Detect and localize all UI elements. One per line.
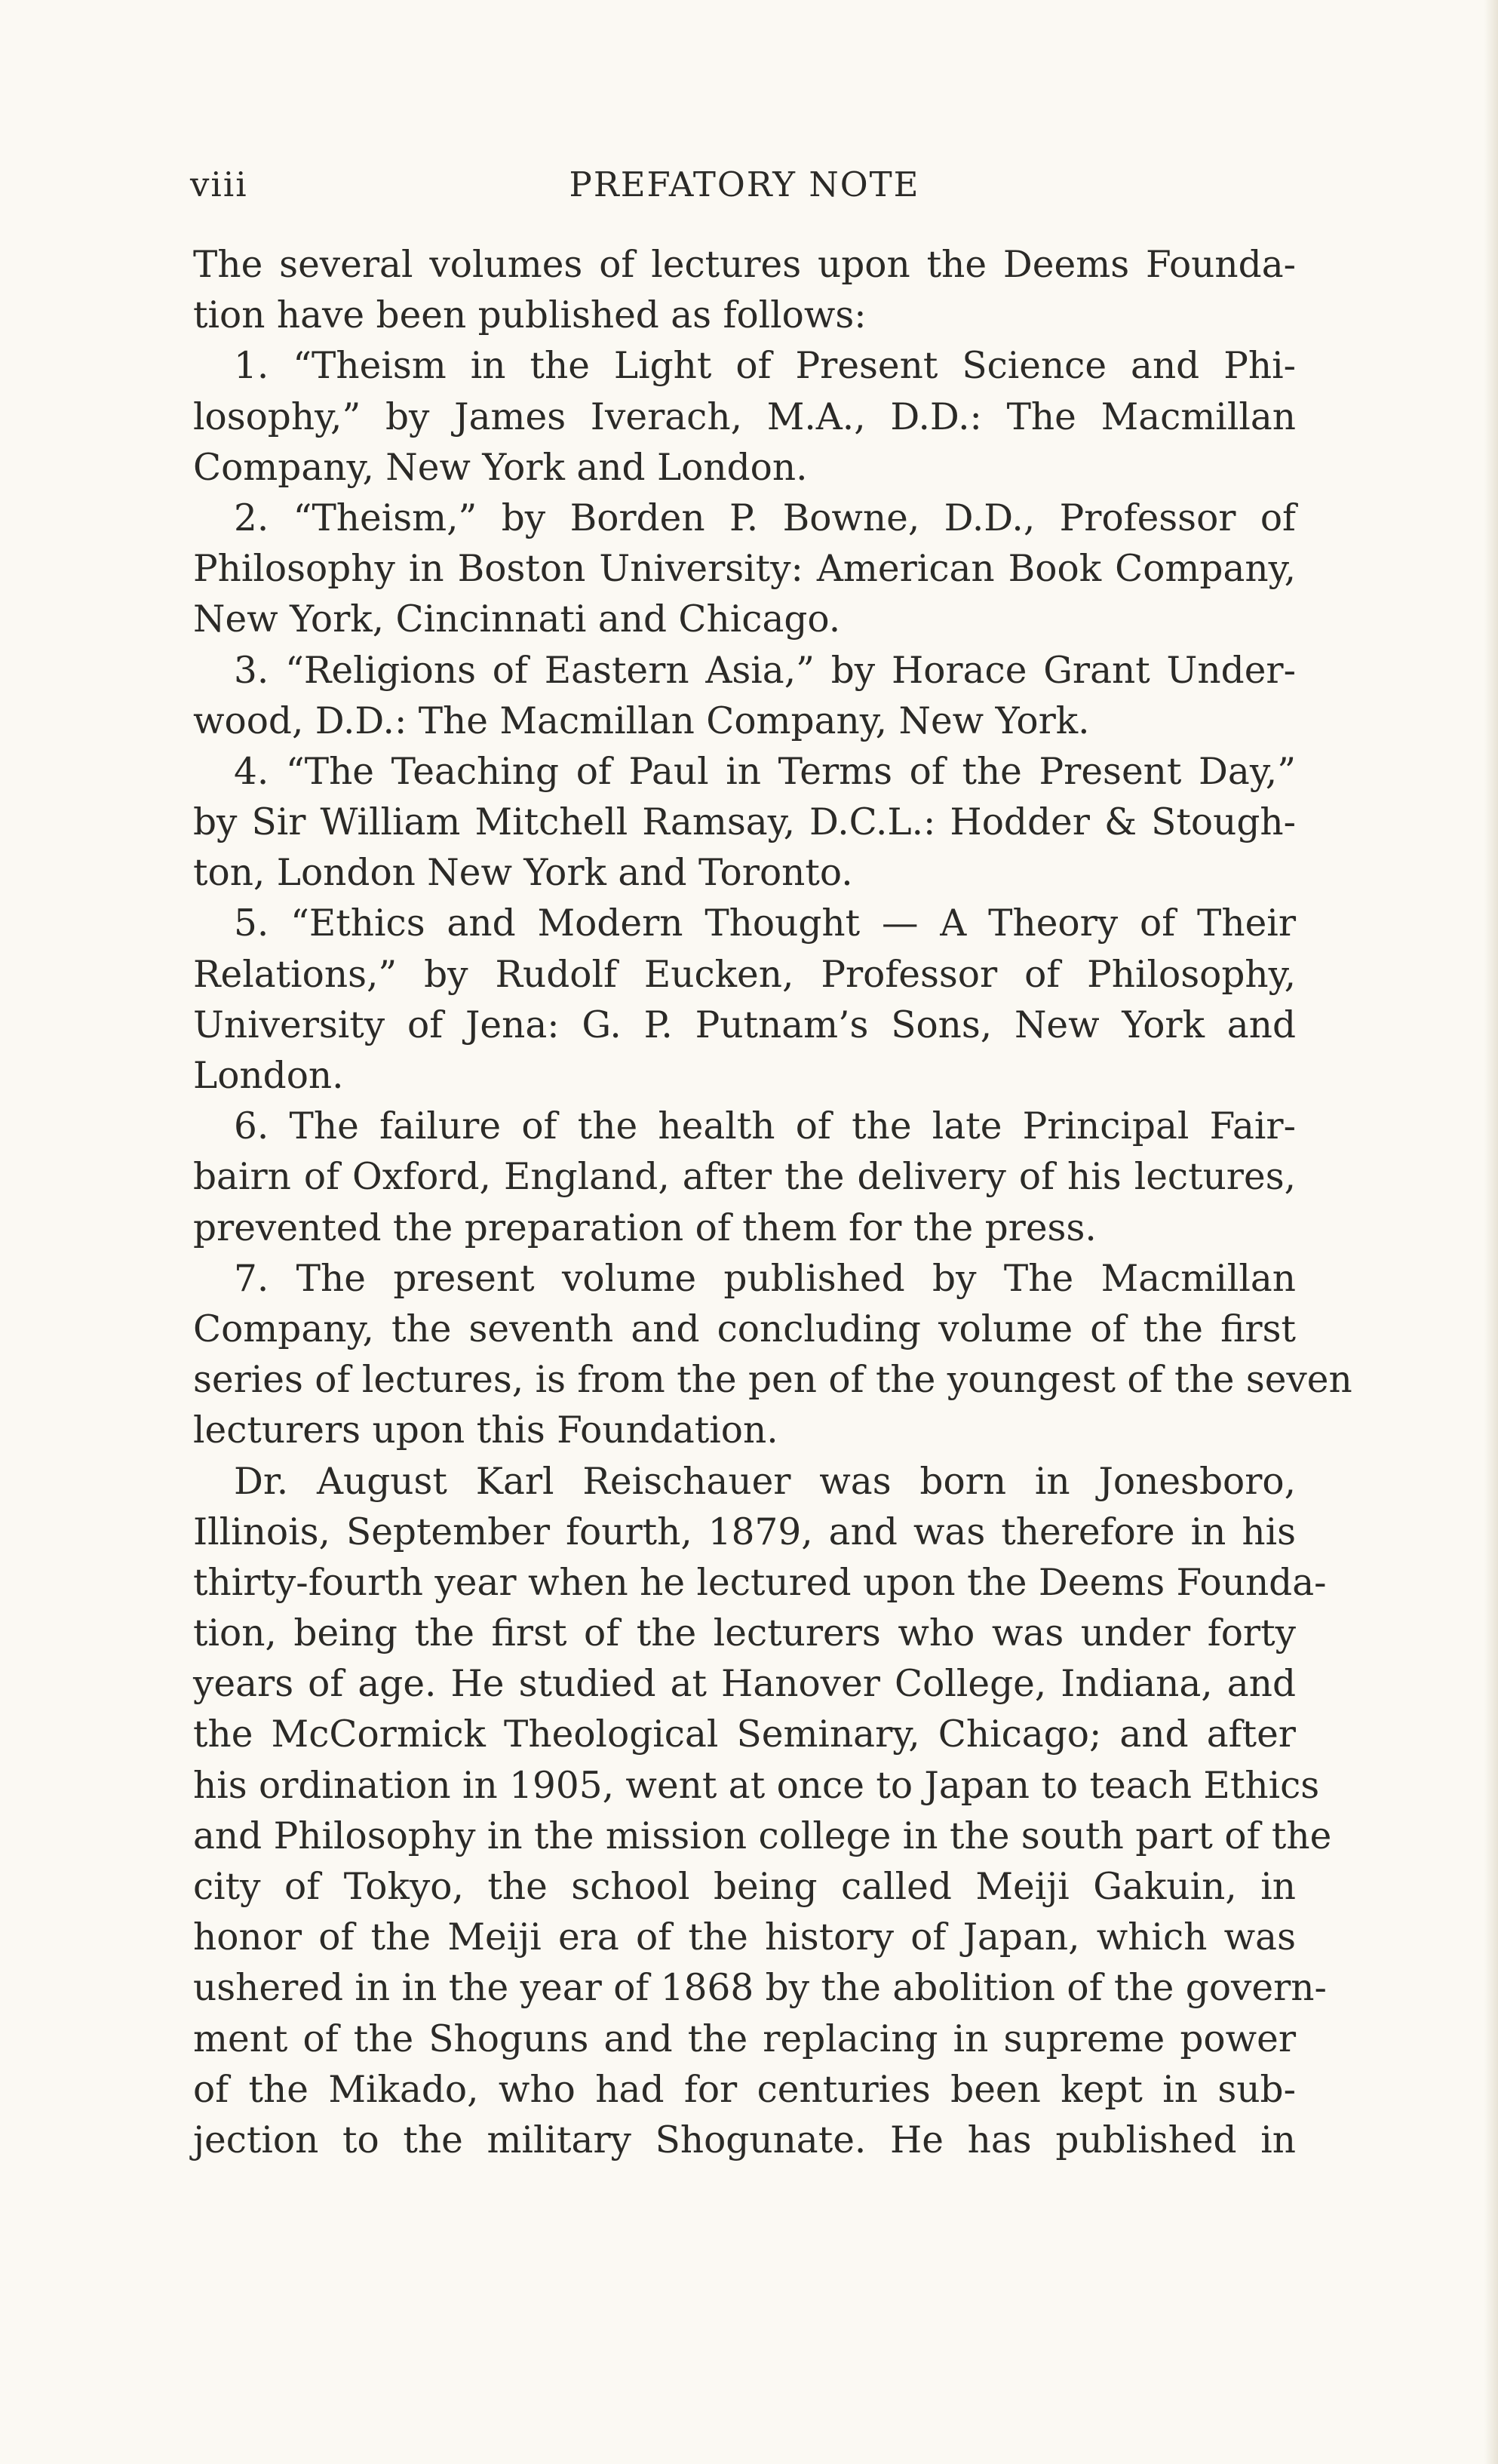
text-line: 4. “The Teaching of Paul in Terms of the Present Day,” <box>234 750 1296 793</box>
text-line: losophy,” by James Iverach, M.A., D.D.: The Macmillan <box>193 395 1296 438</box>
text-line: the McCormick Theological Seminary, Chicago; and after <box>193 1713 1296 1756</box>
text-line: Company, the seventh and concluding volume of the first <box>193 1307 1296 1350</box>
body-text <box>193 240 1352 2166</box>
text-line: tion have been published as follows: <box>193 294 867 337</box>
page-number: viii <box>190 164 248 204</box>
text-line: The several volumes of lectures upon the Deems Founda- <box>193 244 1296 286</box>
text-line: ment of the Shoguns and the replacing in supreme power <box>193 2017 1296 2060</box>
text-line: Illinois, September fourth, 1879, and was therefore in his <box>193 1510 1296 1553</box>
text-line: 1. “Theism in the Light of Present Science and Phi- <box>234 345 1296 388</box>
text-line: New York, Cincinnati and Chicago. <box>193 598 841 641</box>
text-line: city of Tokyo, the school being called Meiji Gakuin, in <box>193 1866 1296 1908</box>
text-line: bairn of Oxford, England, after the delivery of his lectures, <box>193 1156 1296 1199</box>
text-line: his ordination in 1905, went at once to Japan to teach Ethics <box>193 1764 1320 1807</box>
text-line: ushered in in the year of 1868 by the abolition of the govern- <box>193 1967 1327 2010</box>
text-line: honor of the Meiji era of the history of Japan, which was <box>193 1916 1296 1959</box>
text-line: lecturers upon this Foundation. <box>193 1409 778 1452</box>
text-line: and Philosophy in the mission college in the south part of the <box>193 1814 1332 1857</box>
text-line: years of age. He studied at Hanover College, Indiana, and <box>193 1663 1296 1706</box>
text-line: ton, London New York and Toronto. <box>193 852 853 895</box>
running-head <box>190 164 1299 210</box>
text-line: Dr. August Karl Reischauer was born in Jonesboro, <box>234 1460 1296 1503</box>
text-line: London. <box>193 1055 344 1097</box>
text-line: 2. “Theism,” by Borden P. Bowne, D.D., Professor of <box>234 496 1296 539</box>
text-line: of the Mikado, who had for centuries been kept in sub- <box>193 2068 1296 2111</box>
text-line: series of lectures, is from the pen of the youngest of the seven <box>193 1359 1352 1402</box>
text-line: 3. “Religions of Eastern Asia,” by Horace Grant Under- <box>234 649 1296 692</box>
text-line: 6. The failure of the health of the late Principal Fair- <box>234 1105 1296 1148</box>
text-line: Company, New York and London. <box>193 446 808 489</box>
text-line: thirty-fourth year when he lectured upon the Deems Founda- <box>193 1561 1327 1604</box>
text-line: 5. “Ethics and Modern Thought — A Theory of Their <box>234 902 1296 945</box>
text-line: Relations,” by Rudolf Eucken, Professor of Philosophy, <box>193 953 1296 996</box>
text-line: prevented the preparation of them for the press. <box>193 1206 1097 1249</box>
text-line: Philosophy in Boston University: American Book Company, <box>193 548 1296 591</box>
text-line: by Sir William Mitchell Ramsay, D.C.L.: Hodder & Stough- <box>193 801 1296 844</box>
text-line: wood, D.D.: The Macmillan Company, New York. <box>193 699 1090 742</box>
text-line: 7. The present volume published by The Macmillan <box>234 1257 1296 1300</box>
text-line: tion, being the first of the lecturers who was under forty <box>193 1612 1296 1655</box>
page-edge <box>1484 0 1498 2464</box>
text-line: University of Jena: G. P. Putnam’s Sons, New York and <box>193 1003 1296 1046</box>
text-line: jection to the military Shogunate. He has published in <box>193 2118 1296 2161</box>
running-head-title: PREFATORY NOTE <box>569 164 920 204</box>
